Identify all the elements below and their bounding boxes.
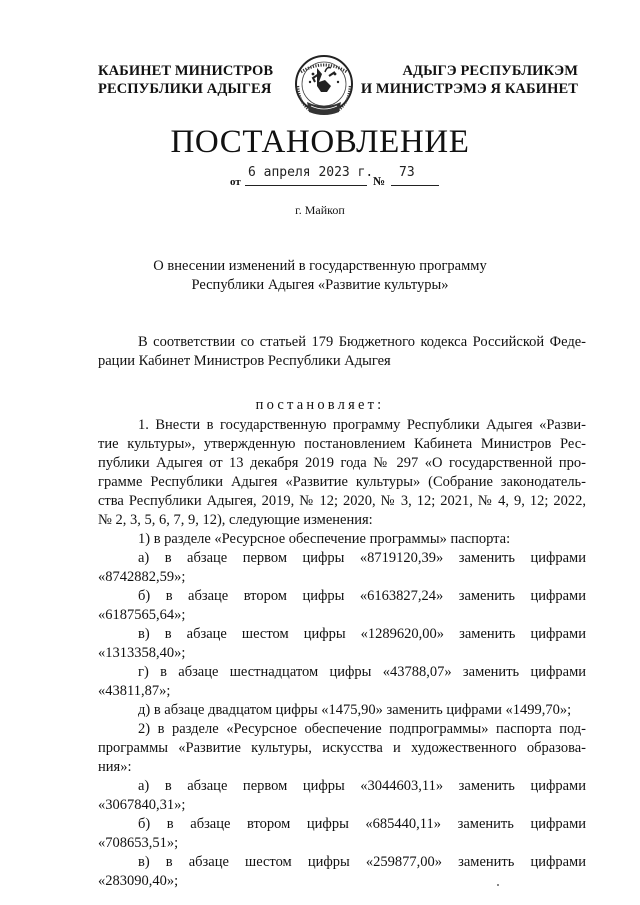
issuer-name-adyghe	[361, 62, 578, 98]
text-line: «6187565,64»;	[98, 607, 186, 623]
document-subject	[0, 257, 640, 295]
subject-line: О внесении изменений в государственную программу	[153, 258, 487, 274]
date-value: 6 апреля 2023 г.	[248, 165, 374, 180]
text-line: д) в абзаце двадцатом цифры «1475,90» заменить цифрами «1499,70»;	[138, 702, 572, 718]
issuer-line: РЕСПУБЛИКИ АДЫГЕЯ	[98, 81, 272, 97]
preamble	[98, 333, 586, 371]
resolution-body	[98, 416, 586, 891]
text-line: № 2, 3, 5, 6, 7, 9, 12), следующие изменения:	[98, 512, 373, 528]
text-line: ства Республики Адыгея, 2019, № 12; 2020, № 3, 12; 2021, № 4, 9, 12; 2022,	[98, 493, 586, 509]
coat-of-arms-emblem	[289, 52, 359, 122]
text-line: «283090,40»;	[98, 873, 179, 889]
subject-line: Республики Адыгея «Развитие культуры»	[191, 277, 449, 293]
scan-artifact	[497, 884, 499, 886]
issuer-line: И МИНИСТРЭМЭ Я КАБИНЕТ	[360, 81, 578, 97]
text-line: грамме Республики Адыгея «Развитие культуры» (Собрание законодатель-	[98, 474, 586, 490]
text-line: б) в абзаце втором цифры «685440,11» заменить цифрами	[138, 816, 586, 832]
text-line: а) в абзаце первом цифры «3044603,11» заменить цифрами	[138, 778, 586, 794]
text-line: ния»:	[98, 759, 132, 775]
letterhead	[0, 52, 640, 122]
number-sign: №	[373, 174, 386, 188]
city-of-issue: г. Майкоп	[295, 203, 345, 217]
date-number-line	[0, 165, 640, 191]
issuer-line: АДЫГЭ РЕСПУБЛИКЭМ	[402, 63, 578, 79]
text-line: «708653,51»;	[98, 835, 179, 851]
number-value: 73	[399, 165, 415, 180]
text-line: «43811,87»;	[98, 683, 171, 699]
text-line: б) в абзаце втором цифры «6163827,24» заменить цифрами	[138, 588, 586, 604]
number-field	[391, 165, 439, 186]
text-line: 1. Внести в государственную программу Республики Адыгея «Разви-	[138, 417, 586, 433]
text-line: тие культуры», утвержденную постановлением Кабинета Министров Рес-	[98, 436, 586, 452]
issuer-name-russian	[98, 62, 273, 98]
text-line: «1313358,40»;	[98, 645, 186, 661]
text-line: г) в абзаце шестнадцатом цифры «43788,07» заменить цифрами	[138, 664, 586, 680]
text-line: публики Адыгея от 13 декабря 2019 года № 297 «О государственной про-	[98, 455, 586, 471]
text-line: 2) в разделе «Ресурсное обеспечение подпрограммы» паспорта под-	[138, 721, 586, 737]
document-title: ПОСТАНОВЛЕНИЕ	[170, 124, 470, 160]
text-line: а) в абзаце первом цифры «8719120,39» заменить цифрами	[138, 550, 586, 566]
resolves-heading: постановляет:	[255, 397, 385, 413]
text-line: В соответствии со статьей 179 Бюджетного кодекса Российской Феде-	[138, 334, 586, 350]
issuer-line: КАБИНЕТ МИНИСТРОВ	[98, 63, 274, 79]
text-line: «8742882,59»;	[98, 569, 186, 585]
text-line: программы «Развитие культуры, искусства и художественного образова-	[98, 740, 586, 756]
text-line: в) в абзаце шестом цифры «1289620,00» заменить цифрами	[138, 626, 586, 642]
text-line: «3067840,31»;	[98, 797, 186, 813]
text-line: в) в абзаце шестом цифры «259877,00» заменить цифрами	[138, 854, 586, 870]
date-field	[245, 165, 374, 186]
date-prefix: от	[230, 176, 241, 188]
text-line: рации Кабинет Министров Республики Адыгея	[98, 353, 391, 369]
text-line: 1) в разделе «Ресурсное обеспечение программы» паспорта:	[138, 531, 511, 547]
